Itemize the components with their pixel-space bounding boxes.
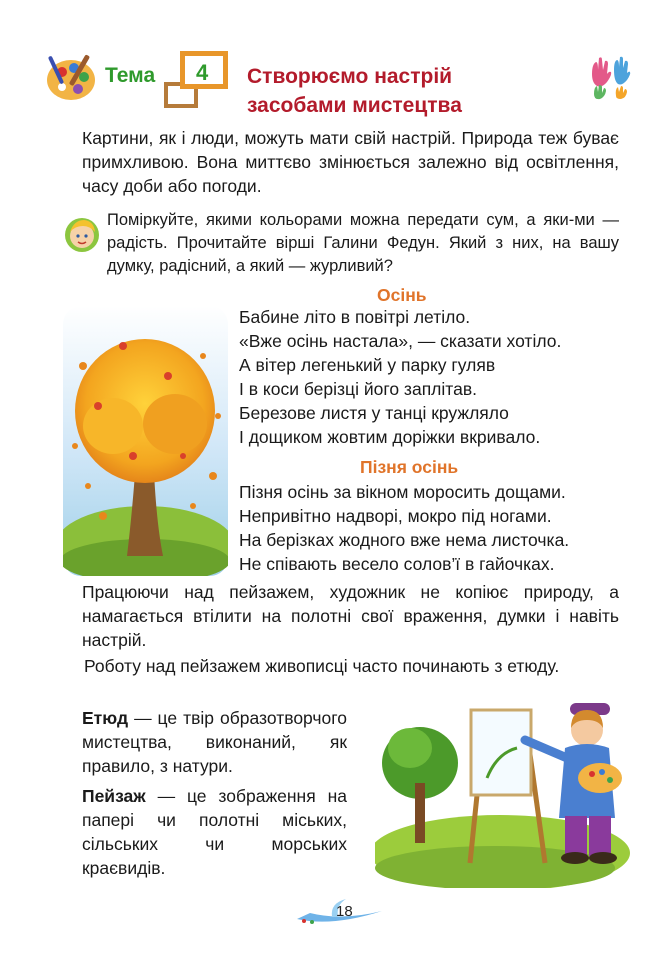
poem-line: Непривітно надворі, мокро під ногами.: [239, 506, 552, 526]
definition-etude: [82, 706, 347, 778]
task-paragraph: Поміркуйте, якими кольорами можна передати сум, а яки-ми — радість. Прочитайте вірші Галини Федун. Який з них, на вашу думку, радісний, а який — журливий?: [107, 211, 619, 275]
poem-2: [239, 480, 569, 576]
painter-illustration: [375, 688, 635, 888]
title-line-2: засобами мистецтва: [247, 94, 462, 117]
theme-label: Тема: [105, 64, 156, 87]
landscape-definition-text: — це зображення на папері чи полотні міських, сільських чи морських краєвидів.: [82, 786, 347, 878]
palette-icon: [44, 50, 102, 104]
poem-line: Пізня осінь за вікном моросить дощами.: [239, 482, 566, 502]
poem-line: І в коси берізці його заплітав.: [239, 379, 477, 399]
etude-definition-text: — це твір образотворчого мистецтва, виконаний, як правило, з натури.: [82, 708, 347, 776]
poem-line: А вітер легенький у парку гуляв: [239, 355, 496, 375]
poem-2-title: Пізня осінь: [360, 457, 459, 477]
poem-line: Бабине літо в повітрі летіло.: [239, 307, 471, 327]
poem-1-title: Осінь: [377, 285, 427, 305]
poem-line: І дощиком жовтим доріжки вкривало.: [239, 427, 541, 447]
intro-paragraph: Картини, як і люди, можуть мати свій настрій. Природа теж буває примхливою. Вона миттєво змінюється залежно від освітлення, часу доби або погоди.: [82, 128, 619, 196]
poem-line: «Вже осінь настала», — сказати хотіло.: [239, 331, 562, 351]
painted-hands-icon: [586, 52, 636, 102]
definition-landscape: [82, 784, 347, 880]
page-title: [247, 62, 462, 120]
thinking-child-icon: [62, 214, 102, 254]
title-line-1: Створюємо настрій: [247, 65, 453, 88]
poem-1: [239, 305, 561, 449]
etude-term: Етюд: [82, 708, 129, 728]
landscape-term: Пейзаж: [82, 786, 146, 806]
page-number: 18: [336, 903, 353, 920]
poem-line: На берізках жодного вже нема листочка.: [239, 530, 570, 550]
autumn-tree-illustration: [63, 306, 228, 576]
theme-number: 4: [196, 60, 209, 85]
poem-line: Не співають весело солов’ї в гайочках.: [239, 554, 555, 574]
etude-paragraph: Роботу над пейзажем живописці часто починають з етюду.: [84, 656, 560, 676]
poem-line: Березове листя у танці кружляло: [239, 403, 509, 423]
art-paragraph: Працюючи над пейзажем, художник не копіює природу, а намагається втілити на полотні свої враження, думки і навіть настрій.: [82, 582, 619, 650]
